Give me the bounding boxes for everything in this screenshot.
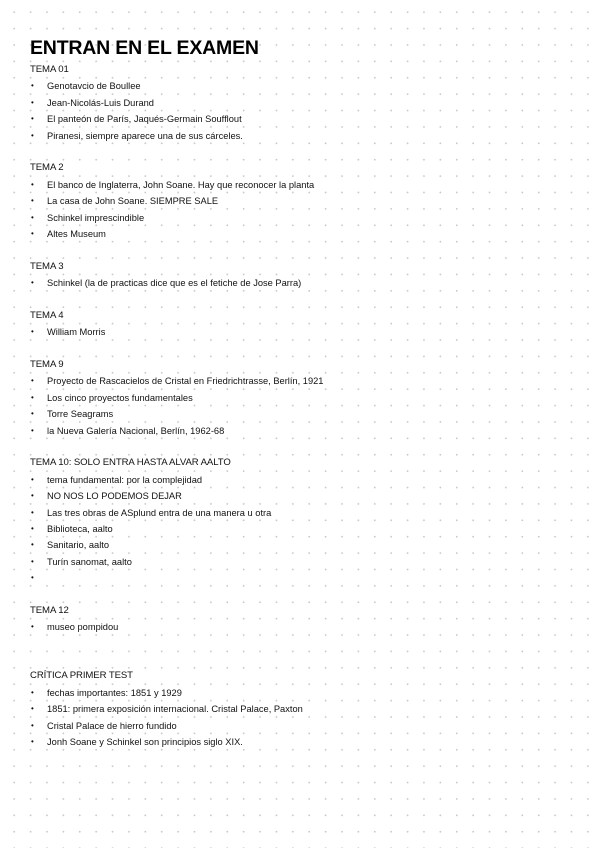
list-item-text: Jonh Soane y Schinkel son principios siglo XIX.: [47, 737, 243, 748]
list-item-empty: [30, 570, 575, 586]
list-item: [30, 619, 575, 635]
section-tema-10: [30, 455, 575, 586]
bullet-icon: •: [31, 130, 34, 140]
list-item-text: El panteón de París, Jaqués-Germain Soufflout: [47, 114, 242, 125]
bullet-icon: •: [31, 737, 34, 747]
list-item: [30, 177, 575, 193]
bullet-list: [30, 472, 575, 587]
bullet-icon: •: [31, 474, 34, 484]
bullet-icon: •: [31, 409, 34, 419]
section-heading: TEMA 9: [30, 359, 64, 371]
bullet-icon: •: [31, 327, 34, 337]
list-item-text: Las tres obras de ASplund entra de una manera u otra: [47, 507, 272, 518]
list-item-text: Piranesi, siempre aparece una de sus cárceles.: [47, 130, 243, 141]
list-item-text: Schinkel imprescindible: [47, 212, 145, 223]
section-heading: TEMA 3: [30, 260, 64, 272]
bullet-list: [30, 619, 575, 635]
section-tema-2: [30, 160, 575, 242]
bullet-icon: •: [31, 179, 34, 189]
bullet-icon: •: [31, 573, 34, 583]
bullet-icon: •: [31, 425, 34, 435]
list-item-text: Cristal Palace de hierro fundido: [47, 720, 177, 731]
list-item: [30, 488, 575, 504]
list-item-text: Torre Seagrams: [47, 409, 114, 420]
section-tema-01: [30, 62, 575, 144]
bullet-icon: •: [31, 81, 34, 91]
section-heading: CRÍTICA PRIMER TEST: [30, 670, 133, 682]
section-tema-3: [30, 259, 575, 292]
list-item: [30, 226, 575, 242]
section-tema-4: [30, 308, 575, 341]
bullet-list: [30, 685, 575, 751]
list-item: [30, 472, 575, 488]
list-item-text: NO NOS LO PODEMOS DEJAR: [47, 491, 182, 502]
list-item: [30, 193, 575, 209]
list-item-text: museo pompidou: [47, 622, 119, 633]
list-item-text: fechas importantes: 1851 y 1929: [47, 687, 182, 698]
bullet-icon: •: [31, 622, 34, 632]
page-title: ENTRAN EN EL EXAMEN: [30, 37, 259, 59]
list-item-text: William Morris: [47, 327, 106, 338]
bullet-icon: •: [31, 720, 34, 730]
list-item-text: 1851: primera exposición internacional. Cristal Palace, Paxton: [47, 704, 303, 715]
section-tema-12: [30, 603, 575, 636]
list-item-text: Genotavcio de Boullee: [47, 81, 141, 92]
bullet-icon: •: [31, 556, 34, 566]
bullet-list: [30, 78, 575, 144]
section-tema-9: [30, 357, 575, 439]
list-item: [30, 734, 575, 750]
list-item: [30, 275, 575, 291]
bullet-list: [30, 275, 575, 291]
list-item-text: tema fundamental: por la complejidad: [47, 474, 203, 485]
bullet-icon: •: [31, 704, 34, 714]
bullet-icon: •: [31, 376, 34, 386]
bullet-icon: •: [31, 97, 34, 107]
list-item: [30, 423, 575, 439]
bullet-icon: •: [31, 392, 34, 402]
bullet-icon: •: [31, 278, 34, 288]
section-heading: TEMA 2: [30, 162, 64, 174]
section-heading: TEMA 10: SOLO ENTRA HASTA ALVAR AALTO: [30, 457, 231, 469]
list-item: [30, 78, 575, 94]
list-item: [30, 324, 575, 340]
list-item: [30, 505, 575, 521]
list-item-text: la Nueva Galería Nacional, Berlín, 1962-68: [47, 425, 225, 436]
list-item: [30, 111, 575, 127]
list-item: [30, 210, 575, 226]
bullet-list: [30, 324, 575, 340]
list-item-text: Turín sanomat, aalto: [47, 556, 132, 567]
list-item-text: El banco de Inglaterra, John Soane. Hay que reconocer la planta: [47, 179, 315, 190]
list-item-text: Schinkel (la de practicas dice que es el fetiche de Jose Parra): [47, 278, 302, 289]
list-item-text: Altes Museum: [47, 228, 106, 239]
section-critica-primer-test: [30, 668, 575, 750]
section-heading: TEMA 01: [30, 64, 69, 75]
list-item-text: La casa de John Soane. SIEMPRE SALE: [47, 196, 219, 207]
bullet-icon: •: [31, 212, 34, 222]
section-heading: TEMA 4: [30, 309, 64, 321]
list-item-text: Biblioteca, aalto: [47, 523, 113, 534]
list-item: [30, 128, 575, 144]
bullet-list: [30, 177, 575, 243]
list-item: [30, 406, 575, 422]
bullet-icon: •: [31, 228, 34, 238]
bullet-icon: •: [31, 687, 34, 697]
list-item-text: Jean-Nicolás-Luis Durand: [47, 97, 154, 108]
list-item-text: Proyecto de Rascacielos de Cristal en Friedrichtrasse, Berlín, 1921: [47, 376, 324, 387]
bullet-icon: •: [31, 507, 34, 517]
list-item: [30, 95, 575, 111]
bullet-icon: •: [31, 196, 34, 206]
list-item-text: Los cinco proyectos fundamentales: [47, 392, 193, 403]
list-item: [30, 701, 575, 717]
list-item: [30, 537, 575, 553]
list-item: [30, 521, 575, 537]
bullet-icon: •: [31, 114, 34, 124]
notes-page: [30, 34, 575, 750]
list-item: [30, 373, 575, 389]
bullet-icon: •: [31, 540, 34, 550]
list-item-text: Sanitario, aalto: [47, 540, 110, 551]
bullet-icon: •: [31, 491, 34, 501]
bullet-icon: •: [31, 523, 34, 533]
list-item: [30, 390, 575, 406]
list-item: [30, 554, 575, 570]
list-item: [30, 685, 575, 701]
bullet-list: [30, 373, 575, 439]
list-item: [30, 718, 575, 734]
section-heading: TEMA 12: [30, 604, 69, 616]
